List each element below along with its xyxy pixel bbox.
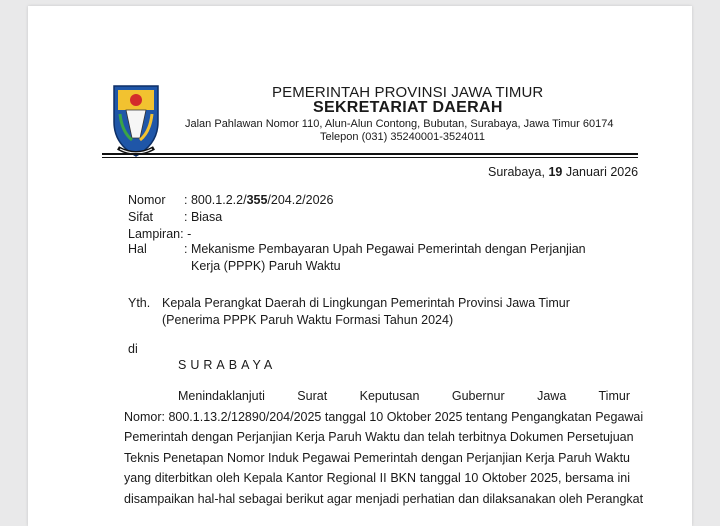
nomor-bold-part: 355 — [246, 193, 268, 207]
hal-value-line2: Kerja (PPPK) Paruh Waktu — [191, 259, 341, 273]
meta-hal — [128, 242, 586, 256]
body-line: yang diterbitkan oleh Kepala Kantor Regional II BKN tanggal 10 Oktober 2025, bersama ini — [124, 471, 630, 485]
sifat-value: : Biasa — [184, 210, 223, 224]
sifat-label: Sifat — [128, 210, 154, 224]
letter-date: Surabaya, 19 Januari 2026 — [488, 165, 639, 179]
meta-lampiran — [128, 227, 191, 241]
nomor-label: Nomor — [128, 193, 166, 207]
lampiran-value: : - — [180, 227, 192, 241]
addressee-city: SURABAYA — [178, 358, 277, 372]
addressee-di: di — [128, 342, 138, 356]
secretariat-name: SEKRETARIAT DAERAH — [313, 99, 503, 116]
government-name: PEMERINTAH PROVINSI JAWA TIMUR — [272, 84, 544, 101]
body-line: Nomor: 800.1.13.2/12890/204/2025 tanggal 10 Oktober 2025 tentang Pengangkatan Pegawai — [124, 409, 644, 424]
body-line: Pemerintah dengan Perjanjian Kerja Paruh Waktu dan telah terbitnya Dokumen Persetujuan — [124, 430, 634, 444]
body-line: disampaikan hal-hal sebagai berikut agar menjadi perhatian dan dilaksanakan oleh Perangkat — [124, 491, 644, 506]
office-phone: Telepon (031) 35240001-3524011 — [320, 131, 485, 143]
hal-value-line1: : Mekanisme Pembayaran Upah Pegawai Pemerintah dengan Perjanjian — [184, 242, 586, 256]
addressee-line1: Yth. Kepala Perangkat Daerah di Lingkungan Pemerintah Provinsi Jawa Timur — [128, 296, 570, 310]
letterhead-divider-thin — [102, 157, 638, 158]
letter-body — [124, 386, 644, 509]
addressee-line2: (Penerima PPPK Paruh Waktu Formasi Tahun 2024) — [162, 313, 454, 327]
office-address: Jalan Pahlawan Nomor 110, Alun-Alun Contong, Bubutan, Surabaya, Jawa Timur 60174 — [185, 118, 614, 130]
body-line: Menindaklanjuti Surat Keputusan Gubernur Jawa Timur — [178, 389, 630, 403]
document-page — [28, 6, 692, 526]
lampiran-label: Lampiran — [128, 227, 181, 241]
hal-label: Hal — [128, 242, 147, 256]
body-line: Teknis Penetapan Nomor Induk Pegawai Pemerintah dengan Perjanjian Kerja Paruh Waktu — [124, 450, 630, 465]
coat-of-arms-logo-icon — [108, 82, 164, 160]
meta-nomor: Nomor : 800.1.2.2/355/204.2/2026 — [128, 193, 334, 207]
letterhead-divider-thick — [102, 153, 638, 155]
date-day: 19 — [548, 165, 563, 179]
meta-sifat — [128, 210, 222, 224]
